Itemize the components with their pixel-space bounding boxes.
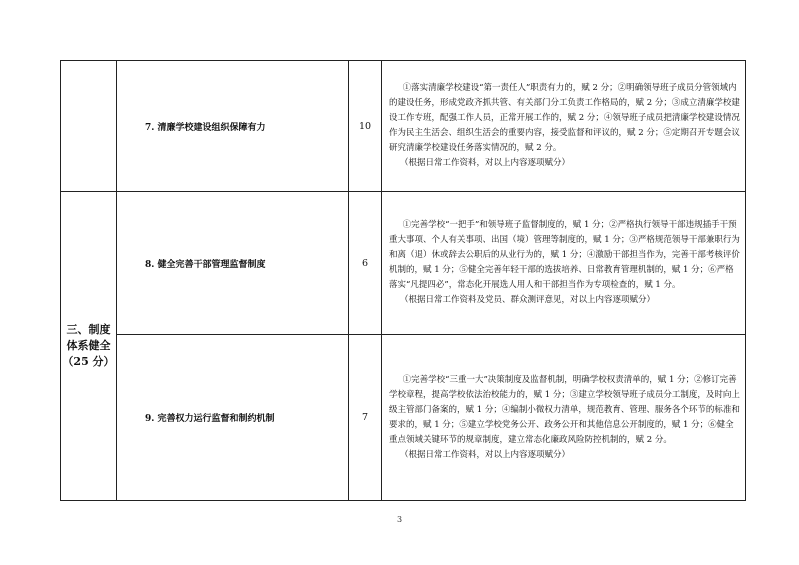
description-text: ①完善学校“一把手”和领导班子监督制度的，赋 1 分；②严格执行领导干部违规插手干预重大事项、个人有关事项、出国（境）管理等制度的，赋 1 分；③严格规范领导干部兼职行为和离（退）休或辞去公职后的从业行为的，赋 1 分；④激励干部担当作为，完善干部考核评价机制的，赋 1 分；⑤健全完善年轻干部的选拔培养、日常教育管理机制的，赋 1 分；⑥严格落实“凡提四必”，常态化开展选人用人和干部担当作为专项检查的，赋 1 分。: [389, 220, 740, 290]
item-title: 9. 完善权力运行监督和制约机制: [117, 335, 349, 501]
item-description: [382, 192, 746, 335]
item-description: [382, 335, 746, 501]
table-row: [61, 335, 746, 501]
category-cell: [61, 192, 117, 501]
item-score: 10: [349, 61, 382, 192]
description-text: ①完善学校“三重一大”决策制度及监督机制，明确学校权责清单的，赋 1 分；②修订完善学校章程，提高学校依法治校能力的，赋 1 分；③建立学校领导班子成员分工制度，及时向上级主管部门备案的，赋 1 分；④编制小微权力清单，规范教育、管理、服务各个环节的标准和要求的，赋 1 分；⑤建立学校党务公开、政务公开和其他信息公开制度的，赋 1 分；⑥健全重点领域关键环节的规章制度，建立常态化廉政风险防控机制的，赋 2 分。: [389, 374, 740, 445]
description-text: ①落实清廉学校建设“第一责任人”职责有力的，赋 2 分；②明确领导班子成员分管领域内的建设任务，形成党政齐抓共管、有关部门分工负责工作格局的，赋 2 分；③成立清廉学校建设工作专班，配强工作人员，正常开展工作的，赋 2 分；④领导班子成员把清廉学校建设情况作为民主生活会、组织生活会的重要内容，接受监督和评议的，赋 2 分；⑤定期召开专题会议研究清廉学校建设任务落实情况的，赋 2 分。: [389, 83, 740, 153]
page-number: 3: [396, 515, 403, 524]
table-row: [61, 61, 746, 192]
item-score: 7: [349, 335, 382, 501]
evaluation-table: [60, 60, 746, 501]
item-description: [382, 61, 746, 192]
category-cell-blank: [61, 61, 117, 192]
table-row: [61, 192, 746, 335]
category-line: 三、制度: [66, 323, 111, 336]
scoring-note: （根据日常工作资料，对以上内容逐项赋分）: [400, 158, 571, 168]
item-title: 8. 健全完善干部管理监督制度: [117, 192, 349, 335]
item-score: 6: [349, 192, 382, 335]
category-line: （25 分）: [62, 355, 115, 368]
item-title: 7. 清廉学校建设组织保障有力: [117, 61, 349, 192]
scoring-note: （根据日常工作资料及党员、群众测评意见，对以上内容逐项赋分）: [400, 295, 656, 305]
category-line: 体系健全: [66, 339, 111, 352]
scoring-note: （根据日常工作资料，对以上内容逐项赋分）: [400, 449, 571, 460]
